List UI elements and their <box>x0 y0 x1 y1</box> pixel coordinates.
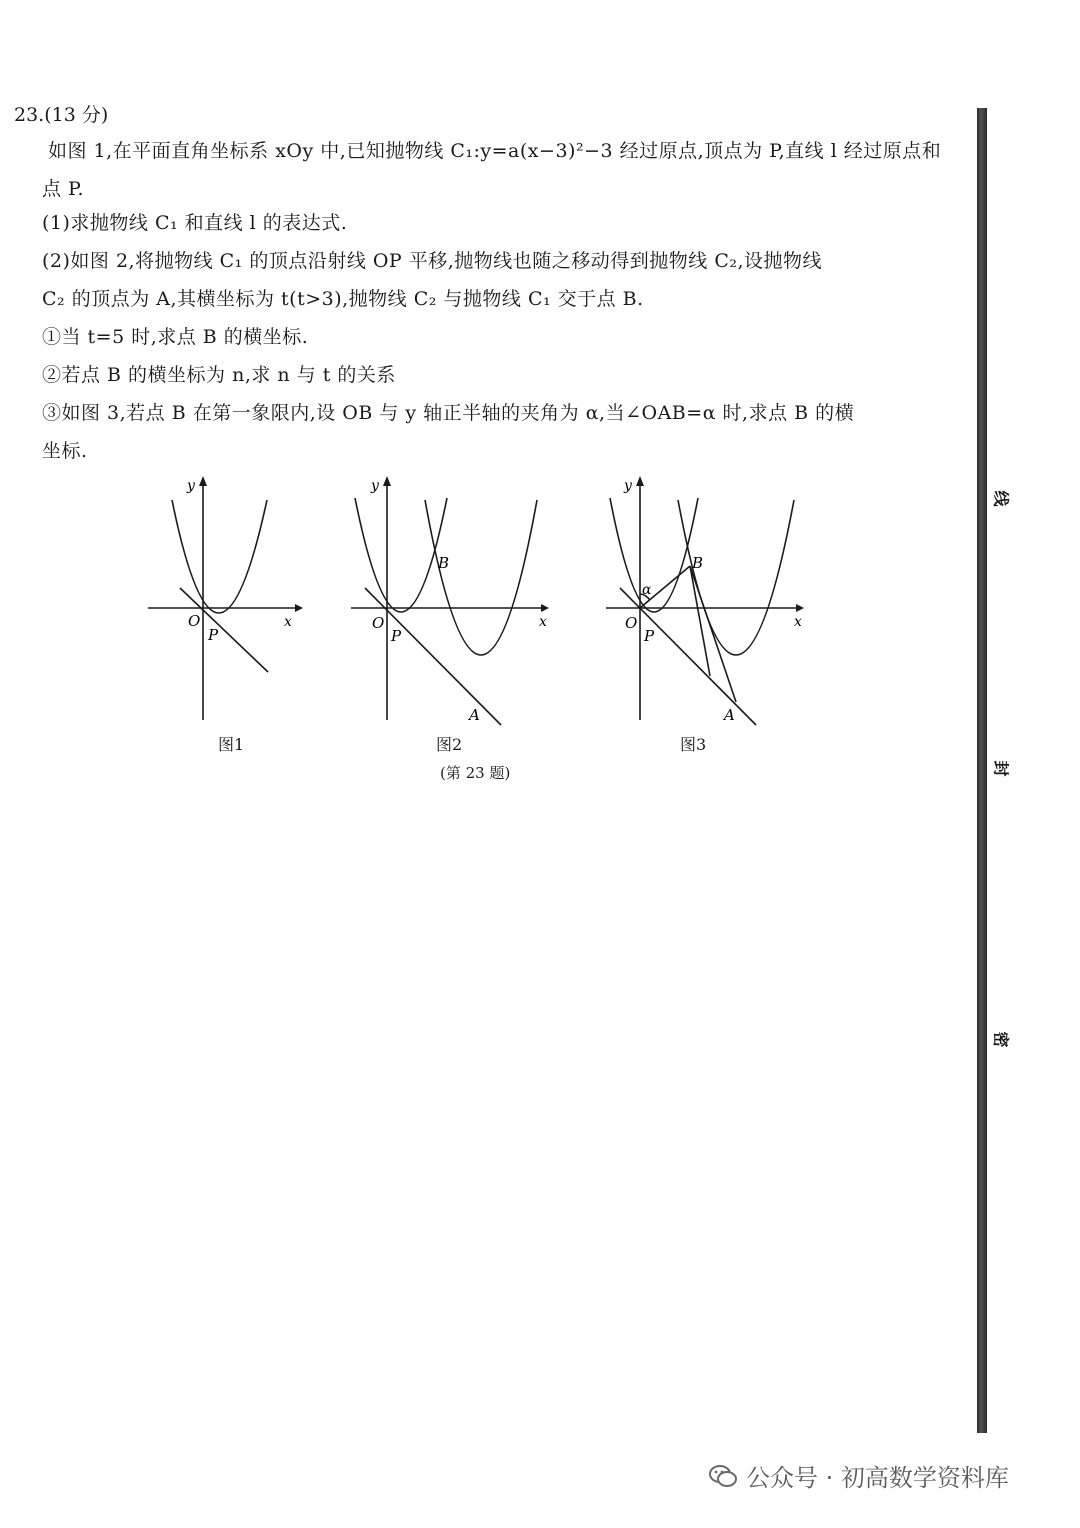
figure-2-caption: 图2 <box>436 735 463 754</box>
angle-alpha-label: α <box>642 582 652 598</box>
x-axis-arrow <box>796 604 804 612</box>
point-a-label: A <box>724 706 735 724</box>
parabola-c2 <box>678 500 794 655</box>
binding-mark-xian: 线 <box>991 490 1011 507</box>
point-b-label: B <box>692 554 704 572</box>
x-axis-label: x <box>794 614 802 630</box>
point-p-label: P <box>644 627 655 645</box>
sub-question-2: ②若点 B 的横坐标为 n,求 n 与 t 的关系 <box>42 364 396 386</box>
y-axis-arrow <box>383 476 391 486</box>
part-1: (1)求抛物线 C₁ 和直线 l 的表达式. <box>42 212 348 234</box>
parabola-c1 <box>172 500 267 613</box>
figure-3-caption: 图3 <box>680 735 707 754</box>
watermark-text: 公众号 · 初高数学资料库 <box>746 1464 1009 1492</box>
x-axis-arrow <box>295 604 303 612</box>
x-axis-label: x <box>539 614 547 630</box>
question-number: 23.(13 分) <box>14 104 109 126</box>
y-axis-arrow <box>636 476 644 486</box>
point-p-label: P <box>208 626 219 644</box>
y-axis-arrow <box>199 476 207 486</box>
x-axis-arrow <box>541 604 549 612</box>
wechat-icon <box>708 1463 738 1489</box>
parabola-c1 <box>355 498 450 612</box>
figure-2 <box>345 470 555 730</box>
y-axis-label: y <box>187 478 195 494</box>
segment-b-inner <box>690 566 710 676</box>
point-p-label: P <box>391 627 402 645</box>
question-intro: 如图 1,在平面直角坐标系 xOy 中,已知抛物线 C₁:y=a(x−3)²−3 经过原点,顶点为 P,直线 l 经过原点和点 P. <box>42 140 942 200</box>
parabola-c1 <box>610 498 698 612</box>
origin-label: O <box>372 614 385 632</box>
point-a-label: A <box>469 706 480 724</box>
binding-mark-mi: 密 <box>991 1031 1011 1048</box>
watermark <box>708 1458 1009 1493</box>
part-2-line-2: C₂ 的顶点为 A,其横坐标为 t(t>3),抛物线 C₂ 与抛物线 C₁ 交于点 B. <box>42 288 644 310</box>
point-b-label: B <box>438 554 450 572</box>
origin-label: O <box>188 612 201 630</box>
y-axis-label: y <box>371 478 379 494</box>
binding-mark-feng: 封 <box>991 760 1011 777</box>
question-caption: (第 23 题) <box>440 764 511 782</box>
figure-3 <box>600 470 810 730</box>
part-2-line-1: (2)如图 2,将抛物线 C₁ 的顶点沿射线 OP 平移,抛物线也随之移动得到抛物线 C₂,设抛物线 <box>42 250 823 272</box>
x-axis-label: x <box>284 614 292 630</box>
sub-question-1: ①当 t=5 时,求点 B 的横坐标. <box>42 326 309 348</box>
figure-1 <box>140 470 310 730</box>
y-axis-label: y <box>624 478 632 494</box>
origin-label: O <box>625 614 638 632</box>
line-l <box>180 588 268 672</box>
figure-1-caption: 图1 <box>218 735 245 754</box>
binding-line <box>977 108 987 1433</box>
sub-question-3-line-2: 坐标. <box>42 440 88 462</box>
sub-question-3-line-1: ③如图 3,若点 B 在第一象限内,设 OB 与 y 轴正半轴的夹角为 α,当∠OAB=α 时,求点 B 的横 <box>42 402 855 424</box>
